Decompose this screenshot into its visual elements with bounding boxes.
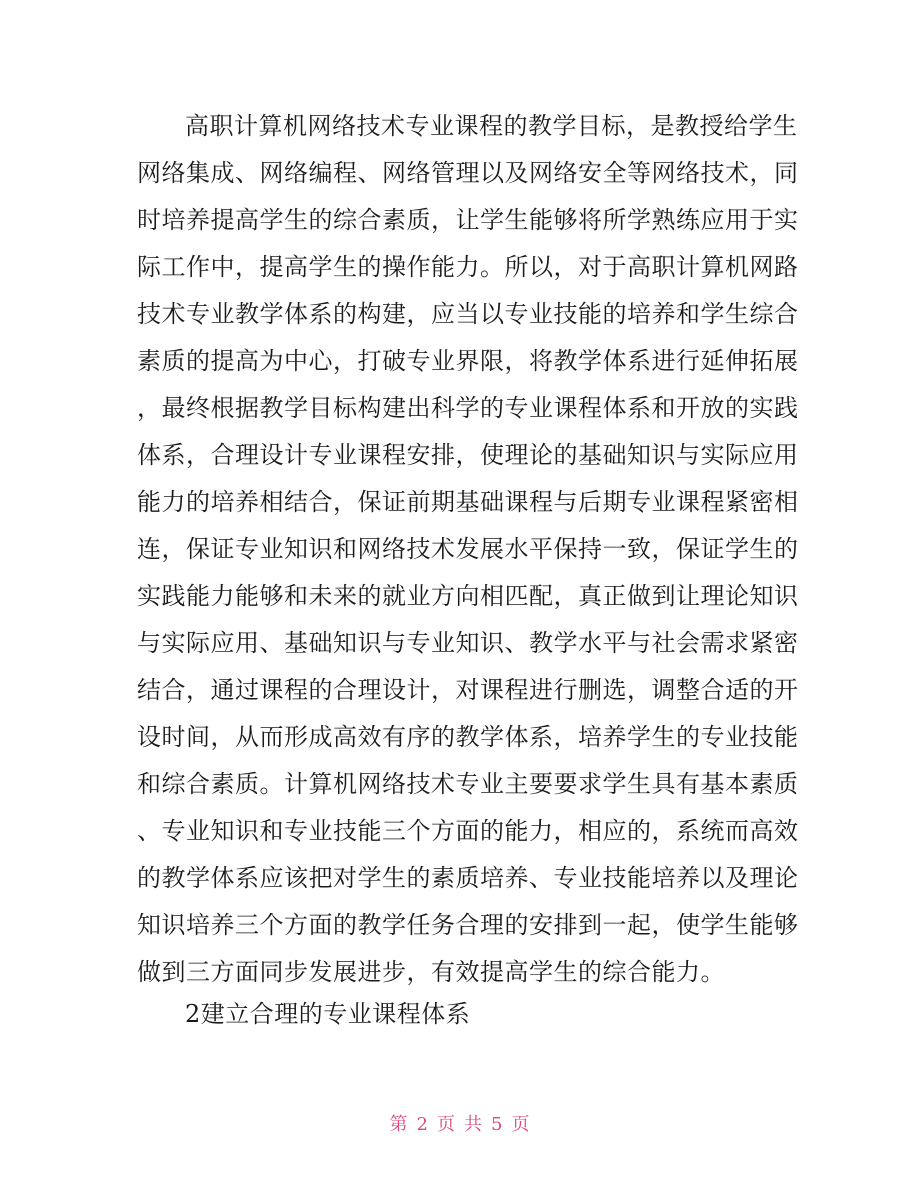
section-heading: 2建立合理的专业课程体系 [185,1000,471,1028]
paragraph-line: 和综合素质。计算机网络技术专业主要要求学生具有基本素质 [137,770,799,798]
paragraph-line: 设时间，从而形成高效有序的教学体系，培养学生的专业技能 [137,723,799,751]
footer-prefix: 第 [389,1114,409,1135]
paragraph-line: 体系，合理设计专业课程安排，使理论的基础知识与实际应用 [137,441,799,469]
footer-page-unit: 页 [437,1114,456,1135]
paragraph-line: 结合，通过课程的合理设计，对课程进行删选，调整合适的开 [137,676,799,704]
paragraph-line: 做到三方面同步发展进步，有效提高学生的综合能力。 [137,958,725,986]
footer-total-unit: 页 [511,1114,531,1135]
paragraph-line: 时培养提高学生的综合素质，让学生能够将所学熟练应用于实 [137,206,799,234]
paragraph-line: 素质的提高为中心，打破专业界限，将教学体系进行延伸拓展 [137,347,799,375]
paragraph-line: 、专业知识和专业技能三个方面的能力，相应的，系统而高效 [137,817,799,845]
paragraph-line: 与实际应用、基础知识与专业知识、教学水平与社会需求紧密 [137,629,799,657]
footer-total-pages: 5 [491,1114,504,1135]
paragraph-line: 能力的培养相结合，保证前期基础课程与后期专业课程紧密相 [137,488,799,516]
paragraph-line: ，最终根据教学目标构建出科学的专业课程体系和开放的实践 [137,394,799,422]
paragraph-line: 实践能力能够和未来的就业方向相匹配，真正做到让理论知识 [137,582,799,610]
paragraph-line: 网络集成、网络编程、网络管理以及网络安全等网络技术，同 [137,159,799,187]
footer-current-page: 2 [416,1114,429,1135]
paragraph-line: 际工作中，提高学生的操作能力。所以，对于高职计算机网路 [137,253,799,281]
body-paragraph [137,103,799,996]
footer-total-prefix: 共 [464,1114,483,1135]
paragraph-line: 连，保证专业知识和网络技术发展水平保持一致，保证学生的 [137,535,799,563]
paragraph-line: 高职计算机网络技术专业课程的教学目标，是教授给学生 [185,112,798,140]
page-footer [0,1110,920,1140]
paragraph-line: 知识培养三个方面的教学任务合理的安排到一起，使学生能够 [137,911,799,939]
paragraph-line: 的教学体系应该把对学生的素质培养、专业技能培养以及理论 [137,864,799,892]
paragraph-line: 技术专业教学体系的构建，应当以专业技能的培养和学生综合 [137,300,799,328]
